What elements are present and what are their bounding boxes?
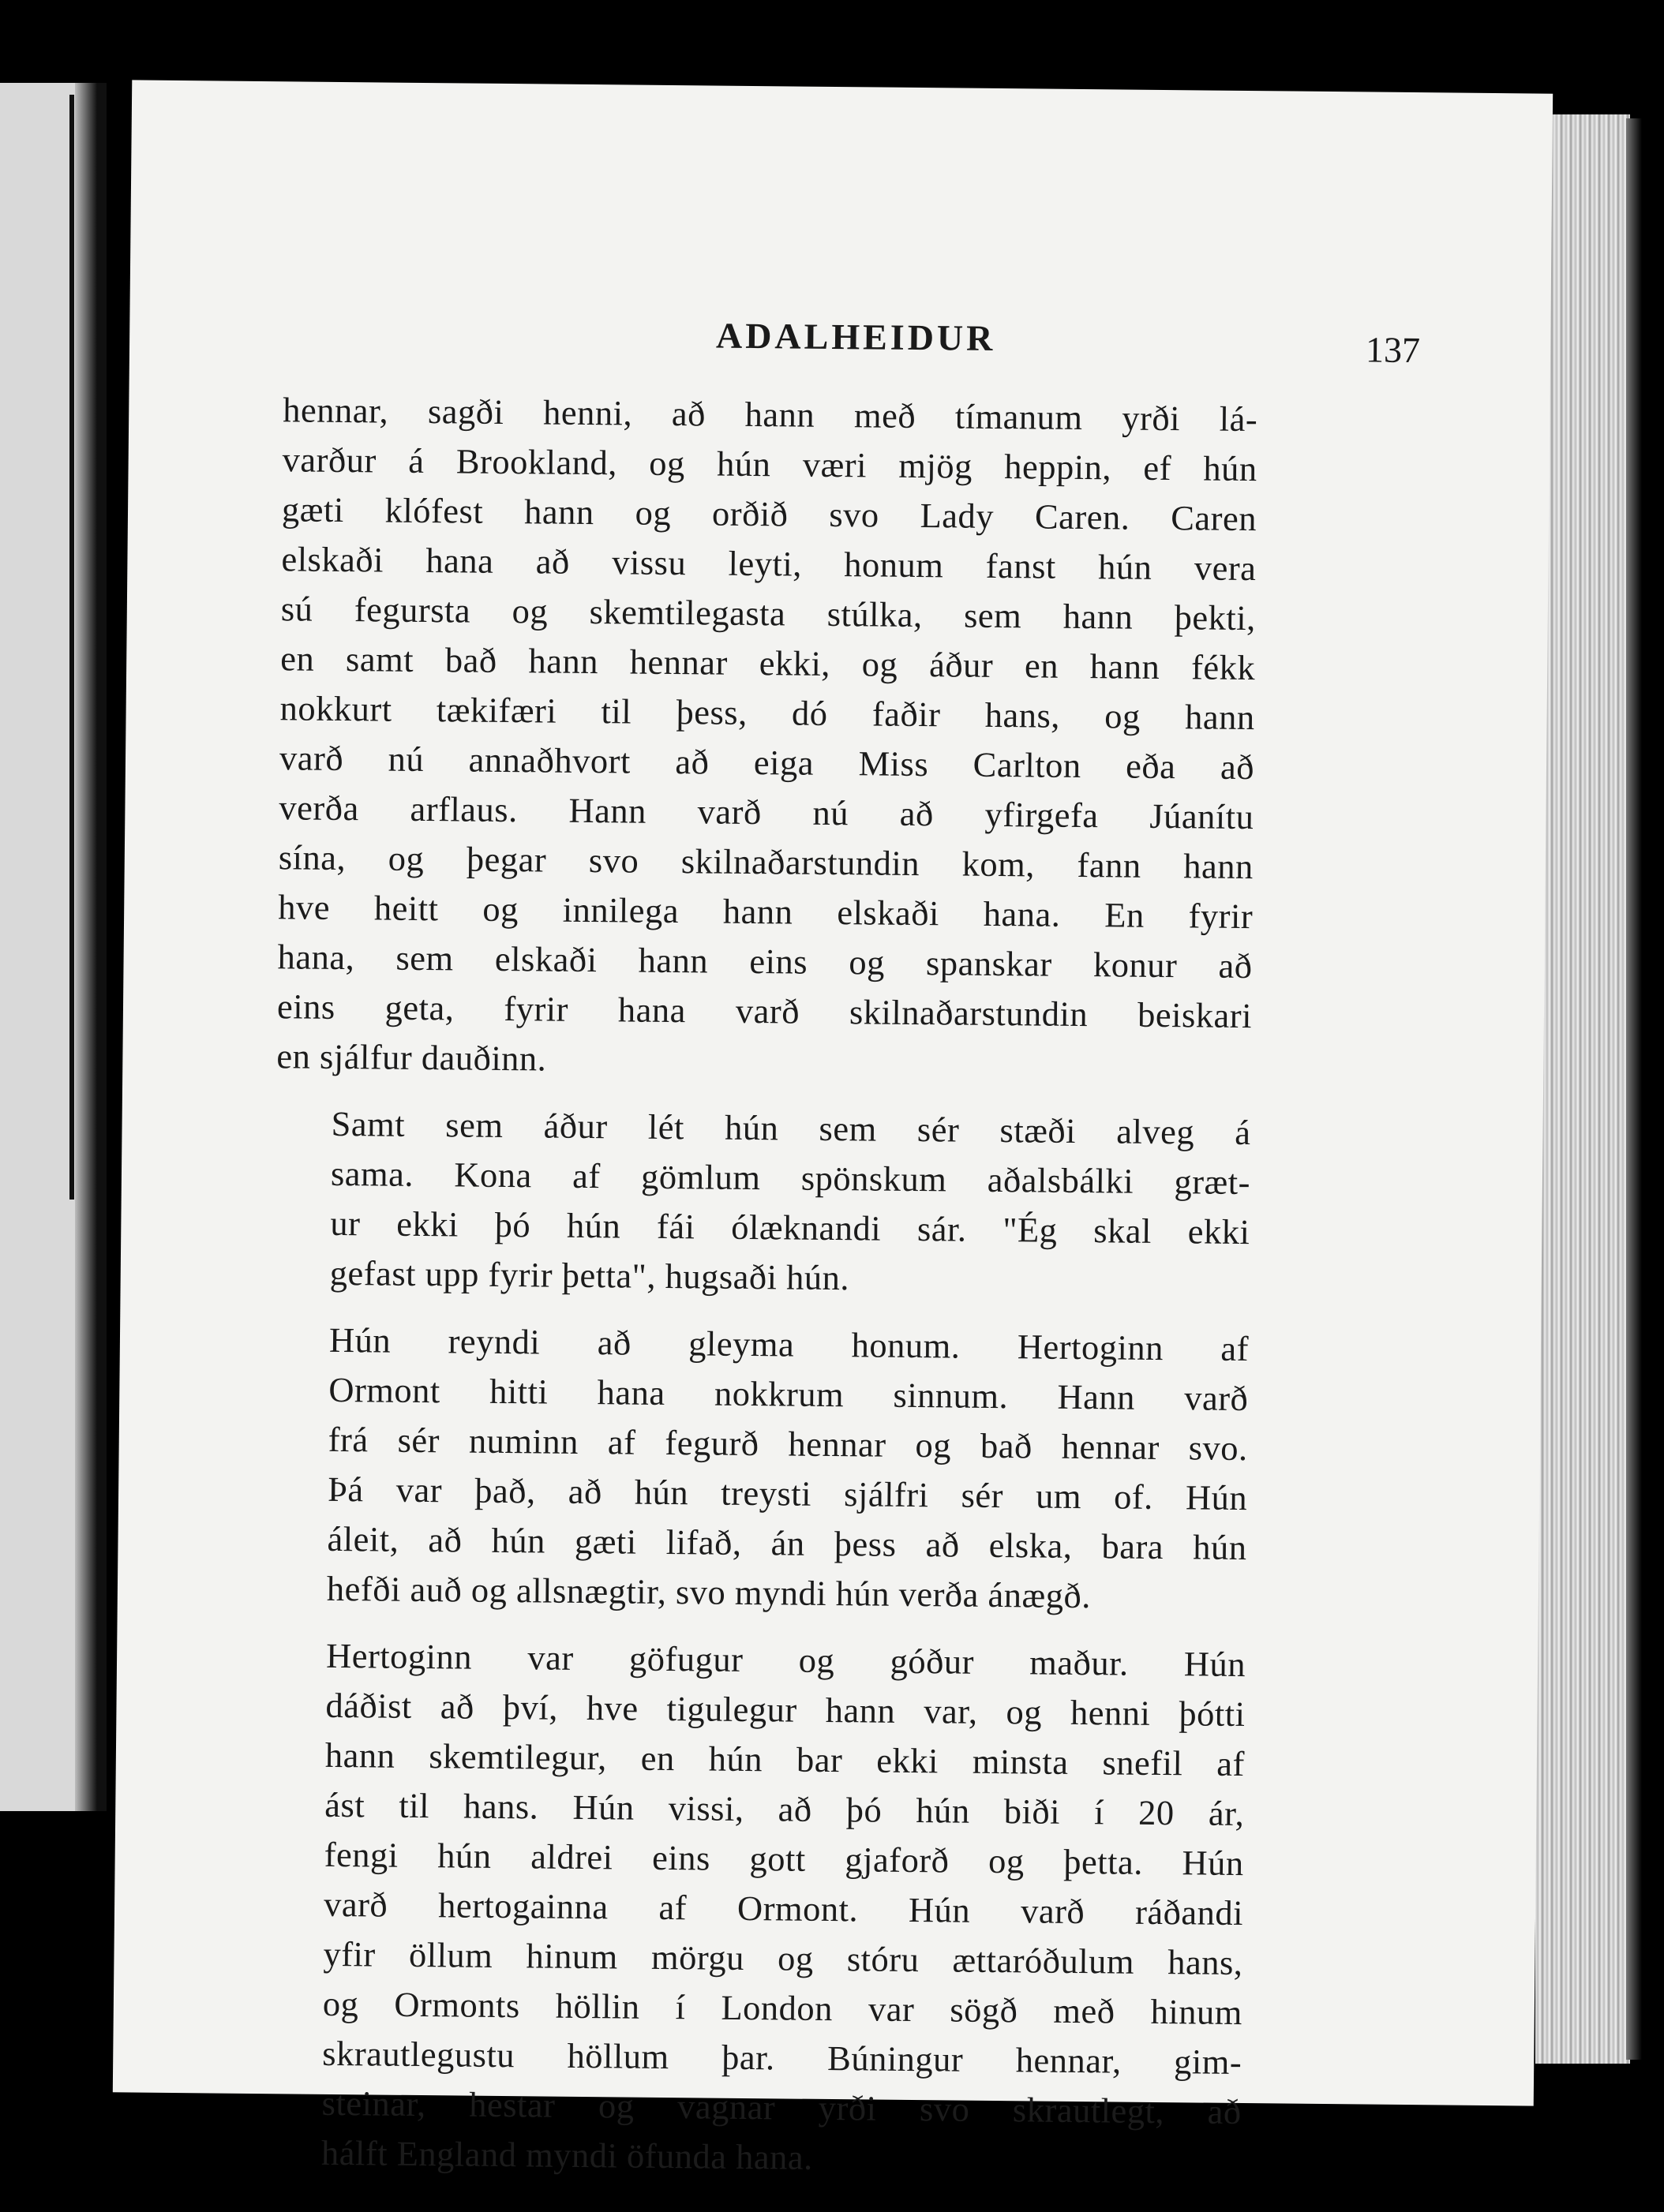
- text-line: Þá var það, að hún treysti sjálfri sér um of. Hún: [327, 1469, 1248, 1518]
- text-line: elskaði hana að vissu leyti, honum fanst hún vera: [281, 539, 1257, 589]
- text-line: og Ormonts höllin í London var sögð með hinum: [322, 1983, 1243, 2033]
- text-line: verða arflaus. Hann varð nú að yfirgefa Júanítu: [279, 788, 1254, 837]
- running-head: [129, 309, 1551, 377]
- text-line: Samt sem áður lét hún sem sér stæði alveg á: [331, 1103, 1251, 1153]
- paragraph: [272, 1315, 1250, 1623]
- text-line: steinar, hestar og vagnar yrði svo skrautlegt, að: [321, 2083, 1242, 2132]
- text-line: sína, og þegar svo skilnaðarstundin kom, fann hann: [278, 837, 1254, 887]
- text-line: en samt bað hann hennar ekki, og áður en hann fékk: [280, 638, 1256, 688]
- text-line: áleit, að hún gæti lifað, án þess að elska, bara hún: [327, 1518, 1247, 1568]
- text-line: sú fegursta og skemtilegasta stúlka, sem hann þekti,: [280, 589, 1257, 638]
- text-line: en sjálfur dauðinn.: [276, 1036, 547, 1079]
- paragraph: [276, 385, 1257, 1091]
- text-line: gæti klófest hann og orðið svo Lady Caren. Caren: [281, 489, 1257, 539]
- text-line: dáðist að því, hve tigulegur hann var, og henni þótti: [325, 1685, 1246, 1735]
- page-number: 137: [1365, 329, 1421, 371]
- text-line: yfir öllum hinum mörgu og stóru ættaróðulum hans,: [323, 1933, 1243, 1983]
- gutter-line: [69, 95, 74, 1200]
- text-line: hennar, sagði henni, að hann með tímanum yrði lá-: [283, 390, 1258, 440]
- text-line: Ormont hitti hana nokkrum sinnum. Hann varð: [328, 1369, 1249, 1419]
- text-line: hann skemtilegur, en hún bar ekki minsta snefil af: [324, 1735, 1246, 1784]
- chapter-title: ADALHEIDUR: [715, 315, 996, 358]
- paragraph: [266, 1630, 1246, 2187]
- text-line: hálft England myndi öfunda hana.: [320, 2132, 814, 2177]
- book-page: [113, 80, 1553, 2177]
- text-line: Hún reyndi að gleyma honum. Hertoginn af: [328, 1319, 1250, 1369]
- book-edge-shadow: [1626, 118, 1642, 2060]
- text-line: nokkurt tækifæri til þess, dó faðir hans, og hann: [279, 688, 1255, 738]
- text-line: skrautlegustu höllum þar. Búningur hennar, gim-: [322, 2033, 1242, 2083]
- book-spine-shadow: [75, 83, 107, 1811]
- text-line: sama. Kona af gömlum spönskum aðalsbálki græt-: [330, 1153, 1251, 1203]
- text-line: fengi hún aldrei eins gott gjaforð og þetta. Hún: [324, 1834, 1244, 1884]
- paragraph: [274, 1099, 1250, 1307]
- text-line: varður á Brookland, og hún væri mjög heppin, ef hún: [282, 440, 1257, 489]
- text-line: frá sér numinn af fegurð hennar og bað hennar svo.: [328, 1419, 1248, 1469]
- text-line: varð hertogainna af Ormont. Hún varð ráðandi: [323, 1884, 1244, 1933]
- text-line: eins geta, fyrir hana varð skilnaðarstundin beiskari: [276, 986, 1253, 1036]
- text-line: varð nú annaðhvort að eiga Miss Carlton eða að: [279, 738, 1255, 788]
- text-line: ur ekki þó hún fái ólæknandi sár. "Ég skal ekki: [330, 1203, 1250, 1252]
- text-line: hefði auð og allsnægtir, svo myndi hún verða ánægð.: [326, 1568, 1092, 1616]
- text-line: hana, sem elskaði hann eins og spanskar konur að: [277, 937, 1253, 986]
- text-line: gefast upp fyrir þetta", hugsaði hún.: [329, 1252, 850, 1298]
- text-line: ást til hans. Hún vissi, að þó hún biði í 20 ár,: [324, 1784, 1245, 1834]
- text-line: hve heitt og innilega hann elskaði hana. En fyrir: [277, 887, 1254, 937]
- body-text: [266, 385, 1258, 2204]
- text-line: Hertoginn var göfugur og góður maður. Hún: [325, 1635, 1246, 1685]
